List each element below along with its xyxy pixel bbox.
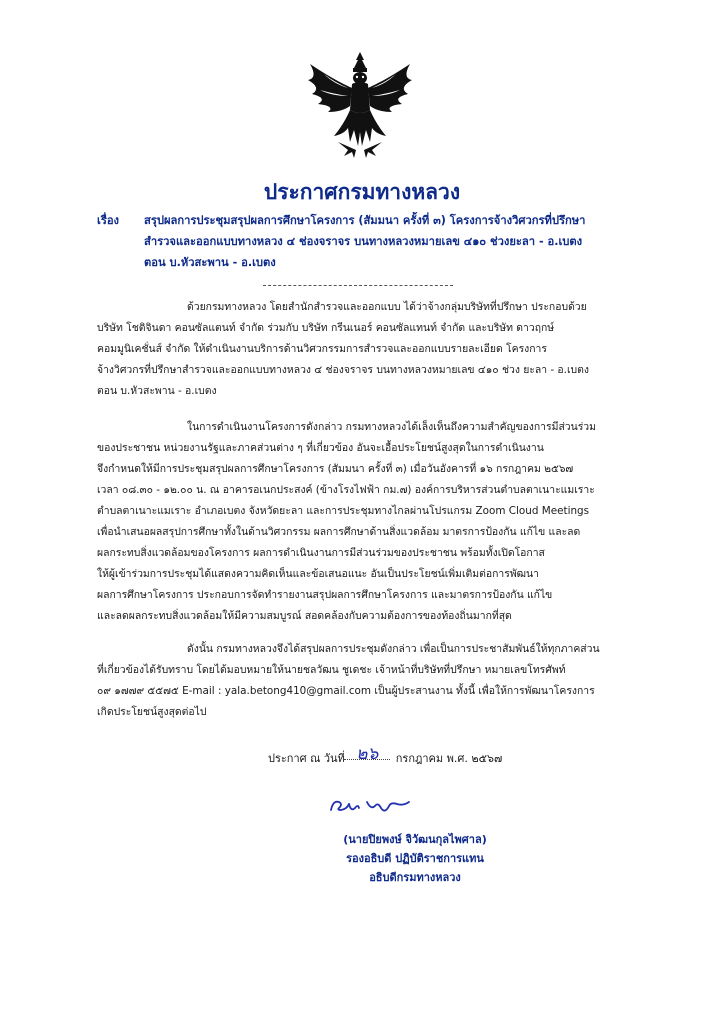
- paragraph-line: เพื่อนำเสนอผลสรุปการศึกษาทั้งในด้านวิศวกรรม ผลการศึกษาด้านสิ่งแวดล้อม มาตรการป้องกัน แก้ไข และลด: [97, 526, 581, 538]
- paragraph-line: ในการดำเนินงานโครงการดังกล่าว กรมทางหลวงได้เล็งเห็นถึงความสำคัญของการมีส่วนร่วม: [187, 421, 596, 433]
- paragraph-line: จึงกำหนดให้มีการประชุมสรุปผลการศึกษาโครงการ (สัมมนา ครั้งที่ ๓) เมื่อวันอังคารที่ ๑๖ กรกฎาคม ๒๕๖๗: [97, 463, 574, 475]
- signatory-name: (นายปิยพงษ์ จิวัฒนกุลไพศาล): [343, 833, 487, 846]
- subject-label: เรื่อง: [97, 214, 120, 227]
- paragraph-line: ตอน บ.หัวสะพาน - อ.เบตง: [97, 385, 217, 397]
- paragraph-line: ๐๙ ๑๗๗๙ ๕๕๗๕ E-mail : yala.betong410@gmail.com เป็นผู้ประสานงาน ทั้งนี้ เพื่อให้การพัฒนาโครงการ: [97, 685, 595, 697]
- date-month-year: กรกฎาคม พ.ศ. ๒๕๖๗: [395, 752, 503, 765]
- paragraph-line: ด้วยกรมทางหลวง โดยสำนักสำรวจและออกแบบ ได้ว่าจ้างกลุ่มบริษัทที่ปรึกษา ประกอบด้วย: [187, 301, 587, 313]
- date-day: ๒๖: [356, 744, 379, 764]
- subject-line: ตอน บ.หัวสะพาน - อ.เบตง: [144, 256, 276, 269]
- handwritten-signature-icon: [325, 790, 415, 820]
- paragraph-line: ผลกระทบสิ่งแวดล้อมของโครงการ ผลการดำเนินงานการมีส่วนร่วมของประชาชน พร้อมทั้งเปิดโอกาส: [97, 547, 545, 559]
- date-underline: [344, 759, 390, 760]
- paragraph-line: ให้ผู้เข้าร่วมการประชุมได้แสดงความคิดเห็นและข้อเสนอแนะ อันเป็นประโยชน์เพิ่มเติมต่อการพัฒนา: [97, 568, 539, 580]
- announcement-date: [268, 743, 502, 770]
- signatory-office: อธิบดีกรมทางหลวง: [369, 871, 461, 884]
- paragraph-line: ผลการศึกษาโครงการ ประกอบการจัดทำรายงานสรุปผลการศึกษาโครงการ และมาตรการป้องกัน แก้ไข: [97, 589, 553, 601]
- paragraph-line: ตำบลตาเนาะแมเราะ อำเภอเบตง จังหวัดยะลา และการประชุมทางไกลผ่านโปรแกรม Zoom Cloud Meetings: [97, 505, 590, 517]
- paragraph-line: เกิดประโยชน์สูงสุดต่อไป: [97, 706, 207, 718]
- page-title: ประกาศกรมทางหลวง: [263, 180, 461, 204]
- signatory-position: รองอธิบดี ปฏิบัติราชการแทน: [346, 852, 484, 865]
- paragraph-line: จ้างวิศวกรที่ปรึกษาสำรวจและออกแบบทางหลวง ๔ ช่องจราจร บนทางหลวงหมายเลข ๔๑๐ ช่วง ยะลา - อ.เบตง: [97, 364, 589, 376]
- divider: [263, 285, 453, 286]
- paragraph-line: และลดผลกระทบสิ่งแวดล้อมให้มีความสมบูรณ์ สอดคล้องกับความต้องการของท้องถิ่นมากที่สุด: [97, 610, 512, 622]
- paragraph-line: ของประชาชน หน่วยงานรัฐและภาคส่วนต่าง ๆ ที่เกี่ยวข้อง อันจะเอื้อประโยชน์สูงสุดในการดำเนินงาน: [97, 442, 544, 454]
- garuda-emblem-icon: [304, 50, 416, 162]
- paragraph-line: เวลา ๐๘.๓๐ - ๑๒.๐๐ น. ณ อาคารอเนกประสงค์ (ข้างโรงไฟฟ้า กม.๗) องค์การบริหารส่วนตำบลตาเนาะแมเราะ: [97, 484, 595, 496]
- date-prefix: ประกาศ ณ วันที่: [268, 752, 345, 765]
- paragraph-line: บริษัท โชติจินดา คอนซัลแตนท์ จำกัด ร่วมกับ บริษัท กรีนเนอร์ คอนซัลแทนท์ จำกัด และบริษัท ดาวฤกษ์: [97, 322, 555, 334]
- subject-line: สำรวจและออกแบบทางหลวง ๔ ช่องจราจร บนทางหลวงหมายเลข ๔๑๐ ช่วงยะลา - อ.เบตง: [144, 235, 583, 248]
- subject-line: สรุปผลการประชุมสรุปผลการศึกษาโครงการ (สัมมนา ครั้งที่ ๓) โครงการจ้างวิศวกรที่ปรึกษา: [144, 214, 586, 227]
- paragraph-line: ที่เกี่ยวข้องได้รับทราบ โดยได้มอบหมายให้นายชลวัฒน ชูเดชะ เจ้าหน้าที่บริษัทที่ปรึกษา หมายเลขโทรศัพท์: [97, 664, 566, 676]
- paragraph-line: ดังนั้น กรมทางหลวงจึงได้สรุปผลการประชุมดังกล่าว เพื่อเป็นการประชาสัมพันธ์ให้ทุกภาคส่วน: [187, 643, 600, 655]
- paragraph-line: คอมมูนิเคชั่นส์ จำกัด ให้ดำเนินงานบริการด้านวิศวกรรมการสำรวจและออกแบบรายละเอียด โครงการ: [97, 343, 547, 355]
- signatory-block: [290, 830, 540, 887]
